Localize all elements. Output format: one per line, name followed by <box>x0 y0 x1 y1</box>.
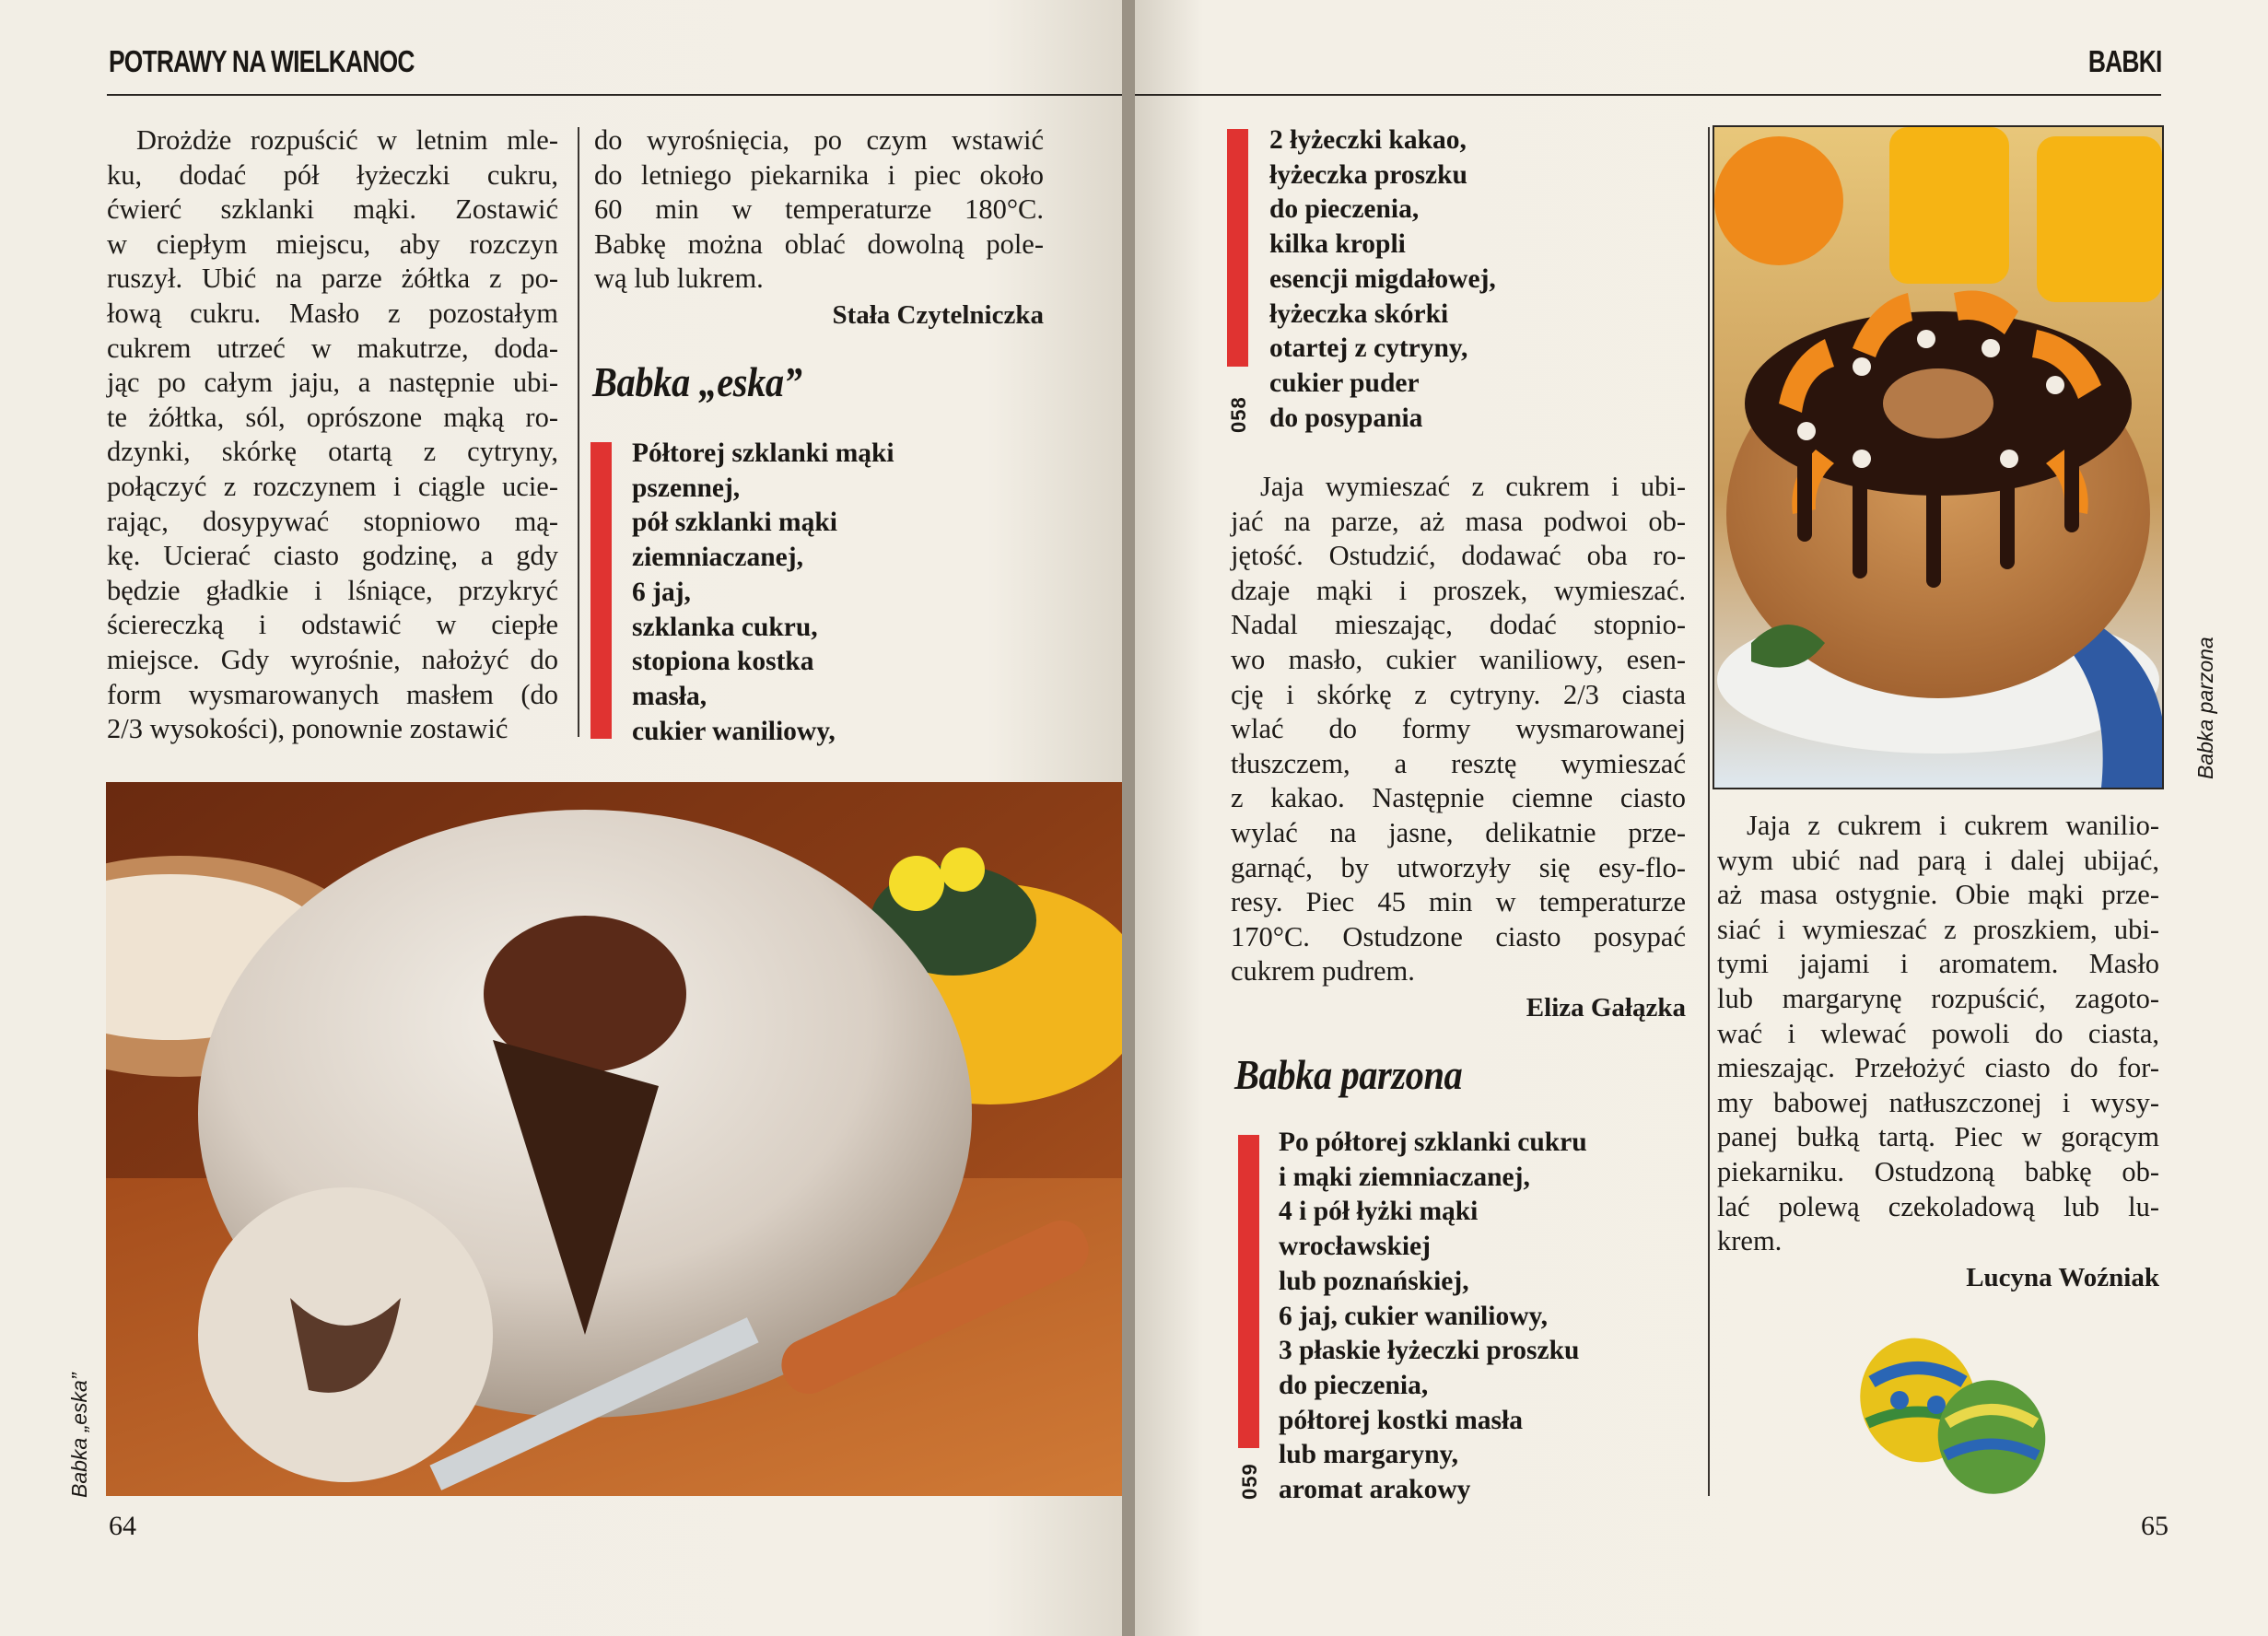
text-line: lub poznańskiej, <box>1279 1266 1469 1296</box>
text-line: garnąć, by utworzyły się esy-flo- <box>1231 851 1686 883</box>
text-line: 170°C. Ostudzone ciasto posypać <box>1231 920 1686 952</box>
header-rule <box>1135 94 2161 96</box>
text-line: ku, dodać pół łyżeczki cukru, <box>107 158 558 191</box>
book-gutter <box>1122 0 1135 1636</box>
text-line: Drożdże rozpuścić w letnim mle- <box>136 124 558 156</box>
text-line: piekarniku. Ostudzoną babkę ob- <box>1717 1155 2159 1187</box>
text-line: do wyrośnięcia, po czym wstawić <box>594 124 1044 156</box>
text-line: masła, <box>632 681 707 711</box>
easter-eggs-illustration <box>1844 1336 2065 1502</box>
text-line: aż masa ostygnie. Obie mąki prze- <box>1717 879 2159 911</box>
text-line: mieszając. Przełożyć ciasto do for- <box>1717 1052 2159 1084</box>
photo-babka-parzona <box>1713 125 2164 789</box>
photo-caption-babka-eska: Babka „eska” <box>67 1373 91 1498</box>
text-line: wrocławskiej <box>1279 1232 1431 1262</box>
text-line: 3 płaskie łyżeczki proszku <box>1279 1336 1580 1366</box>
text-line: tymi jajami i aromatem. Masło <box>1717 948 2159 980</box>
ingredients-babka-eska <box>632 437 894 749</box>
text-line: stopiona kostka <box>632 647 814 677</box>
running-head-left: POTRAWY NA WIELKANOC <box>109 44 415 78</box>
text-line: my babowej natłuszczonej i wysy- <box>1717 1086 2159 1118</box>
ingredients-accent-bar <box>590 442 612 739</box>
text-line: Półtorej szklanki mąki <box>632 438 894 468</box>
text-line: łyżeczka skórki <box>1269 298 1449 329</box>
text-line: półtorej kostki masła <box>1279 1405 1523 1435</box>
text-line: do letniego piekarnika i piec około <box>594 158 1044 191</box>
right-page <box>1135 0 2268 1636</box>
text-line: jętość. Ostudzić, dodawać oba ro- <box>1231 540 1686 572</box>
photo-caption-babka-parzona: Babka parzona <box>2193 637 2217 779</box>
text-line: tłuszczem, a resztę wymieszać <box>1231 747 1686 779</box>
photo-babka-eska <box>106 782 1122 1496</box>
babka-parzona-illustration <box>1714 127 2162 788</box>
text-line: 4 i pół łyżki mąki <box>1279 1197 1479 1227</box>
text-line: wać i wlewać powoli do ciasta, <box>1717 1017 2159 1049</box>
text-line: jąc po całym jaju, a następnie ubi- <box>107 367 558 399</box>
column-divider <box>578 127 579 737</box>
recipe-057-method-col2 <box>594 123 1044 333</box>
text-line: i mąki ziemniaczanej, <box>1279 1162 1530 1192</box>
text-line: łową cukru. Masło z pozostałym <box>107 297 558 329</box>
column-divider <box>1708 127 1710 1496</box>
ingredients-babka-parzona <box>1279 1126 1587 1508</box>
left-page <box>0 0 1122 1636</box>
text-line: Jaja z cukrem i cukrem wanilio- <box>1747 810 2159 841</box>
text-line: cukrem utrzeć w makutrze, doda- <box>107 332 558 364</box>
text-line: ruszył. Ubić na parze żółtka z po- <box>107 263 558 295</box>
text-line: wylać na jasne, delikatnie prze- <box>1231 816 1686 848</box>
page-number-left: 64 <box>109 1511 136 1541</box>
header-rule <box>107 94 1122 96</box>
text-line: kilka kropli <box>1269 229 1406 260</box>
text-line: cję i skórkę z cytryny. 2/3 ciasta <box>1231 678 1686 710</box>
ingredients-accent-bar <box>1238 1135 1259 1448</box>
text-line: połączyć z rozczynem i ciągle ucie- <box>107 470 558 502</box>
recipe-058-author: Eliza Gałązka <box>1526 992 1686 1022</box>
text-line: resy. Piec 45 min w temperaturze <box>1231 886 1686 918</box>
running-head-right: BABKI <box>2087 44 2161 78</box>
text-line: dzaje mąki i proszek, wymieszać. <box>1231 574 1686 606</box>
text-line: cukier puder <box>1269 368 1420 398</box>
ingredients-accent-bar <box>1227 129 1248 367</box>
recipe-058-method <box>1231 470 1686 1026</box>
text-line: lub margaryny, <box>1279 1440 1459 1470</box>
text-line: otartej z cytryny, <box>1269 333 1468 364</box>
text-line: 60 min w temperaturze 180°C. <box>594 193 1044 226</box>
recipe-057-author: Stała Czytelniczka <box>832 299 1044 330</box>
text-line: siać i wymieszać z proszkiem, ubi- <box>1717 913 2159 945</box>
text-line: miejsce. Gdy wyrośnie, nałożyć do <box>107 643 558 675</box>
text-line: do pieczenia, <box>1269 194 1420 225</box>
text-line: te żółtka, sól, oprószone mąką ro- <box>107 401 558 433</box>
text-line: lać polewą czekoladową lub lu- <box>1717 1190 2159 1222</box>
recipe-title-babka-parzona: Babka parzona <box>1234 1051 1463 1098</box>
text-line: Nadal mieszając, dodać stopnio- <box>1231 609 1686 641</box>
text-line: krem. <box>1717 1225 1783 1257</box>
text-line: ściereczką i odstawić w ciepłe <box>107 609 558 641</box>
text-line: wą lub lukrem. <box>594 263 764 295</box>
text-line: 6 jaj, cukier waniliowy, <box>1279 1301 1549 1331</box>
text-line: wlać do formy wysmarowanej <box>1231 713 1686 745</box>
text-line: lub margarynę rozpuścić, zagoto- <box>1717 982 2159 1014</box>
recipe-059-method <box>1717 809 2159 1295</box>
text-line: panej bułką tartą. Piec w gorącym <box>1717 1121 2159 1153</box>
text-line: do posypania <box>1269 403 1423 433</box>
text-line: jać na parze, aż masa podwoi ob- <box>1231 505 1686 537</box>
recipe-title-babka-eska: Babka „eska” <box>592 358 802 405</box>
text-line: 2/3 wysokości), ponownie zostawić <box>107 713 509 745</box>
recipe-number-059: 059 <box>1238 1463 1261 1500</box>
recipe-057-method-col1 <box>107 123 558 747</box>
recipe-number-058: 058 <box>1227 396 1250 433</box>
text-line: esencji migdałowej, <box>1269 263 1496 294</box>
text-line: pół szklanki mąki <box>632 508 837 538</box>
babka-eska-illustration <box>106 782 1122 1496</box>
text-line: pszennej, <box>632 473 741 503</box>
text-line: 6 jaj, <box>632 577 691 607</box>
text-line: Babkę można oblać dowolną pole- <box>594 228 1044 260</box>
page-number-right: 65 <box>2141 1511 2169 1541</box>
text-line: ćwierć szklanki mąki. Zostawić <box>107 193 558 226</box>
text-line: form wysmarowanych masłem (do <box>107 678 558 710</box>
text-line: do pieczenia, <box>1279 1370 1429 1400</box>
text-line: Jaja wymieszać z cukrem i ubi- <box>1260 471 1686 502</box>
text-line: szklanka cukru, <box>632 612 818 642</box>
text-line: cukier waniliowy, <box>632 716 836 746</box>
text-line: wo masło, cukier waniliowy, esen- <box>1231 643 1686 675</box>
text-line: w ciepłym miejscu, aby rozczyn <box>107 228 558 260</box>
text-line: dzynki, skórkę otartą z cytryny, <box>107 436 558 468</box>
text-line: będzie gładkie i lśniące, przykryć <box>107 574 558 606</box>
text-line: wym ubić nad parą i dalej ubijać, <box>1717 844 2159 876</box>
recipe-059-author: Lucyna Woźniak <box>1966 1262 2159 1292</box>
ingredients-recipe-058 <box>1269 123 1496 436</box>
text-line: 2 łyżeczki kakao, <box>1269 125 1467 155</box>
text-line: kę. Ucierać ciasto godzinę, a gdy <box>107 540 558 572</box>
text-line: aromat arakowy <box>1279 1475 1471 1505</box>
text-line: rając, dosypywać stopniowo mą- <box>107 505 558 537</box>
text-line: z kakao. Następnie ciemne ciasto <box>1231 782 1686 814</box>
text-line: Po półtorej szklanki cukru <box>1279 1128 1587 1157</box>
text-line: ziemniaczanej, <box>632 543 803 573</box>
text-line: cukrem pudrem. <box>1231 955 1415 987</box>
text-line: łyżeczka proszku <box>1269 159 1467 190</box>
